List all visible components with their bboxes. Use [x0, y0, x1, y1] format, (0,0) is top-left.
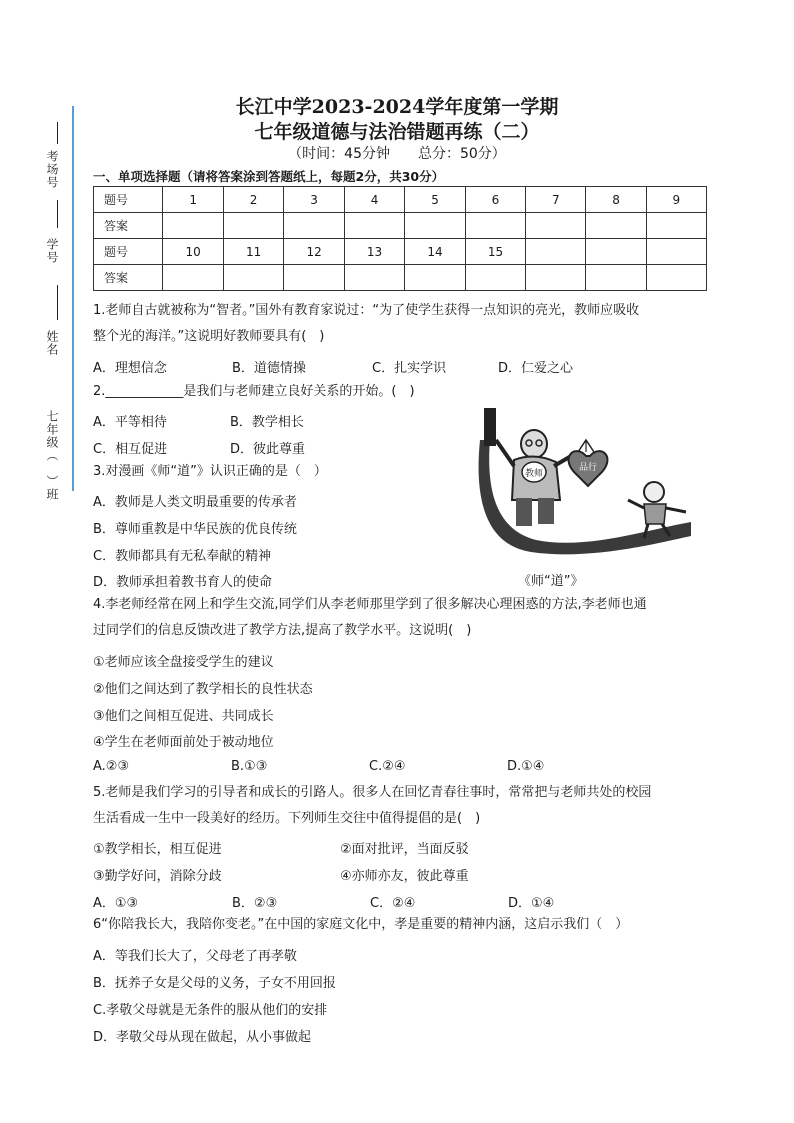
q4-option-a[interactable]: A.②③ [93, 759, 130, 774]
grid-answer-cell[interactable] [344, 213, 404, 239]
q5-statement-1: ①教学相长，相互促进 [93, 842, 222, 857]
q6-option-d[interactable]: D．孝敬父母从现在做起，从小事做起 [93, 1030, 312, 1045]
q2-option-d[interactable]: D．彼此尊重 [230, 442, 306, 457]
q3-option-b[interactable]: B．尊师重教是中华民族的优良传统 [93, 522, 297, 537]
q6-option-c[interactable]: C.孝敬父母就是无条件的服从他们的安排 [93, 1003, 328, 1018]
q4-option-d[interactable]: D.①④ [507, 759, 545, 774]
teacher-cartoon-illustration [476, 400, 696, 558]
q1-option-a[interactable]: A．理想信念 [93, 361, 167, 376]
grid-number-cell [586, 239, 646, 265]
q3-option-a[interactable]: A．教师是人类文明最重要的传承者 [93, 495, 297, 510]
grid-number-cell: 6 [465, 187, 525, 213]
q1-option-d[interactable]: D．仁爱之心 [498, 361, 574, 376]
q1-stem-line2: 整个光的海洋。”这说明好教师要具有( ) [93, 329, 325, 344]
grid-number-cell: 2 [223, 187, 283, 213]
name-blank [57, 285, 58, 320]
q4-stem-line1: 4.李老师经常在网上和学生交流,同学们从李老师那里学到了很多解决心理困惑的方法,李老师也通 [93, 597, 647, 612]
grid-number-cell: 13 [344, 239, 404, 265]
q4-statement-1: ①老师应该全盘接受学生的建议 [93, 655, 274, 670]
q1-stem-line1: 1.老师自古就被称为“智者。”国外有教育家说过：“为了使学生获得一点知识的亮光，教师应吸收 [93, 303, 640, 318]
grid-number-label: 题号 [94, 239, 163, 265]
grid-answer-cell[interactable] [344, 265, 404, 291]
grid-number-cell: 8 [586, 187, 646, 213]
grid-answer-cell[interactable] [223, 213, 283, 239]
grid-answer-cell[interactable] [526, 213, 586, 239]
exam-time-score: （时间：45分钟 总分：50分） [288, 146, 506, 162]
answer-grid [93, 186, 707, 291]
grid-number-cell: 1 [163, 187, 223, 213]
grid-answer-cell[interactable] [405, 213, 465, 239]
q5-stem-line1: 5.老师是我们学习的引导者和成长的引路人。很多人在回忆青春往事时，常常把与老师共处的校园 [93, 785, 652, 800]
grid-number-cell: 3 [284, 187, 344, 213]
grid-number-cell: 12 [284, 239, 344, 265]
q3-option-d[interactable]: D．教师承担着教书育人的使命 [93, 575, 273, 590]
q6-stem: 6“你陪我长大，我陪你变老。”在中国的家庭文化中，孝是重要的精神内涵，这启示我们（ ） [93, 917, 629, 932]
grid-number-cell: 15 [465, 239, 525, 265]
exam-title-line1: 长江中学2023-2024学年度第一学期 [235, 96, 559, 118]
grid-number-cell: 4 [344, 187, 404, 213]
q6-option-a[interactable]: A．等我们长大了，父母老了再孝敬 [93, 949, 297, 964]
grid-number-cell [646, 239, 706, 265]
grid-answer-cell[interactable] [223, 265, 283, 291]
grid-number-cell [526, 239, 586, 265]
grid-answer-cell[interactable] [284, 213, 344, 239]
grid-number-cell: 9 [646, 187, 706, 213]
grid-answer-cell [526, 265, 586, 291]
q6-option-b[interactable]: B．抚养子女是父母的义务，子女不用回报 [93, 976, 336, 991]
q5-statement-4: ④亦师亦友，彼此尊重 [340, 869, 469, 884]
grid-answer-cell [646, 265, 706, 291]
q5-option-a[interactable]: A．①③ [93, 896, 139, 911]
grid-number-cell: 5 [405, 187, 465, 213]
q2-option-b[interactable]: B．教学相长 [230, 415, 304, 430]
class-label: 七年级（ ）班 [45, 410, 59, 501]
grid-number-cell: 11 [223, 239, 283, 265]
q4-statement-4: ④学生在老师面前处于被动地位 [93, 735, 274, 750]
exam-title-line2: 七年级道德与法治错题再练（二） [254, 121, 540, 143]
grid-answer-cell[interactable] [465, 265, 525, 291]
q5-option-c[interactable]: C．②④ [370, 896, 416, 911]
answer-grid-number-row-2 [94, 239, 707, 265]
grid-answer-cell[interactable] [646, 213, 706, 239]
grid-answer-cell[interactable] [284, 265, 344, 291]
answer-grid-answer-row-1 [94, 213, 707, 239]
q2-option-c[interactable]: C．相互促进 [93, 442, 168, 457]
q4-statement-2: ②他们之间达到了教学相长的良性状态 [93, 682, 313, 697]
grid-number-cell: 14 [405, 239, 465, 265]
grid-number-label: 题号 [94, 187, 163, 213]
grid-answer-cell[interactable] [465, 213, 525, 239]
section-heading: 一、单项选择题（请将答案涂到答题纸上，每题2分，共30分） [93, 169, 445, 184]
answer-grid-number-row-1 [94, 187, 707, 213]
q5-option-d[interactable]: D．①④ [508, 896, 555, 911]
cartoon-teacher-label: 教师 [524, 469, 544, 479]
cartoon-heart-label: 品行 [578, 463, 598, 473]
grid-number-cell: 10 [163, 239, 223, 265]
q3-stem: 3.对漫画《师“道”》认识正确的是（ ） [93, 464, 327, 479]
cartoon-caption: 《师“道”》 [518, 574, 584, 589]
student-number-label: 学号 [45, 238, 59, 264]
q5-option-b[interactable]: B．②③ [232, 896, 278, 911]
q5-stem-line2: 生活看成一生中一段美好的经历。下列师生交往中值得提倡的是( ) [93, 811, 481, 826]
exam-room-label: 考场号 [45, 150, 59, 189]
answer-grid-answer-row-2 [94, 265, 707, 291]
grid-number-cell: 7 [526, 187, 586, 213]
name-label: 姓名 [45, 330, 59, 356]
grid-answer-cell[interactable] [405, 265, 465, 291]
grid-answer-cell [586, 265, 646, 291]
q4-option-b[interactable]: B.①③ [231, 759, 268, 774]
q2-option-a[interactable]: A．平等相待 [93, 415, 167, 430]
q5-statement-2: ②面对批评，当面反驳 [340, 842, 469, 857]
q4-stem-line2: 过同学们的信息反馈改进了教学方法,提高了教学水平。这说明( ) [93, 623, 472, 638]
q4-option-c[interactable]: C.②④ [369, 759, 406, 774]
binding-margin-rule [72, 106, 74, 491]
q3-option-c[interactable]: C．教师都具有无私奉献的精神 [93, 549, 272, 564]
q2-stem: 2.____________是我们与老师建立良好关系的开始。( ) [93, 384, 415, 399]
q1-option-b[interactable]: B．道德情操 [232, 361, 306, 376]
grid-answer-label: 答案 [94, 265, 163, 291]
grid-answer-cell[interactable] [586, 213, 646, 239]
grid-answer-cell[interactable] [163, 265, 223, 291]
grid-answer-cell[interactable] [163, 213, 223, 239]
grid-answer-label: 答案 [94, 213, 163, 239]
q4-statement-3: ③他们之间相互促进、共同成长 [93, 709, 274, 724]
q5-statement-3: ③勤学好问，消除分歧 [93, 869, 222, 884]
q1-option-c[interactable]: C．扎实学识 [372, 361, 447, 376]
student-number-blank [57, 200, 58, 228]
